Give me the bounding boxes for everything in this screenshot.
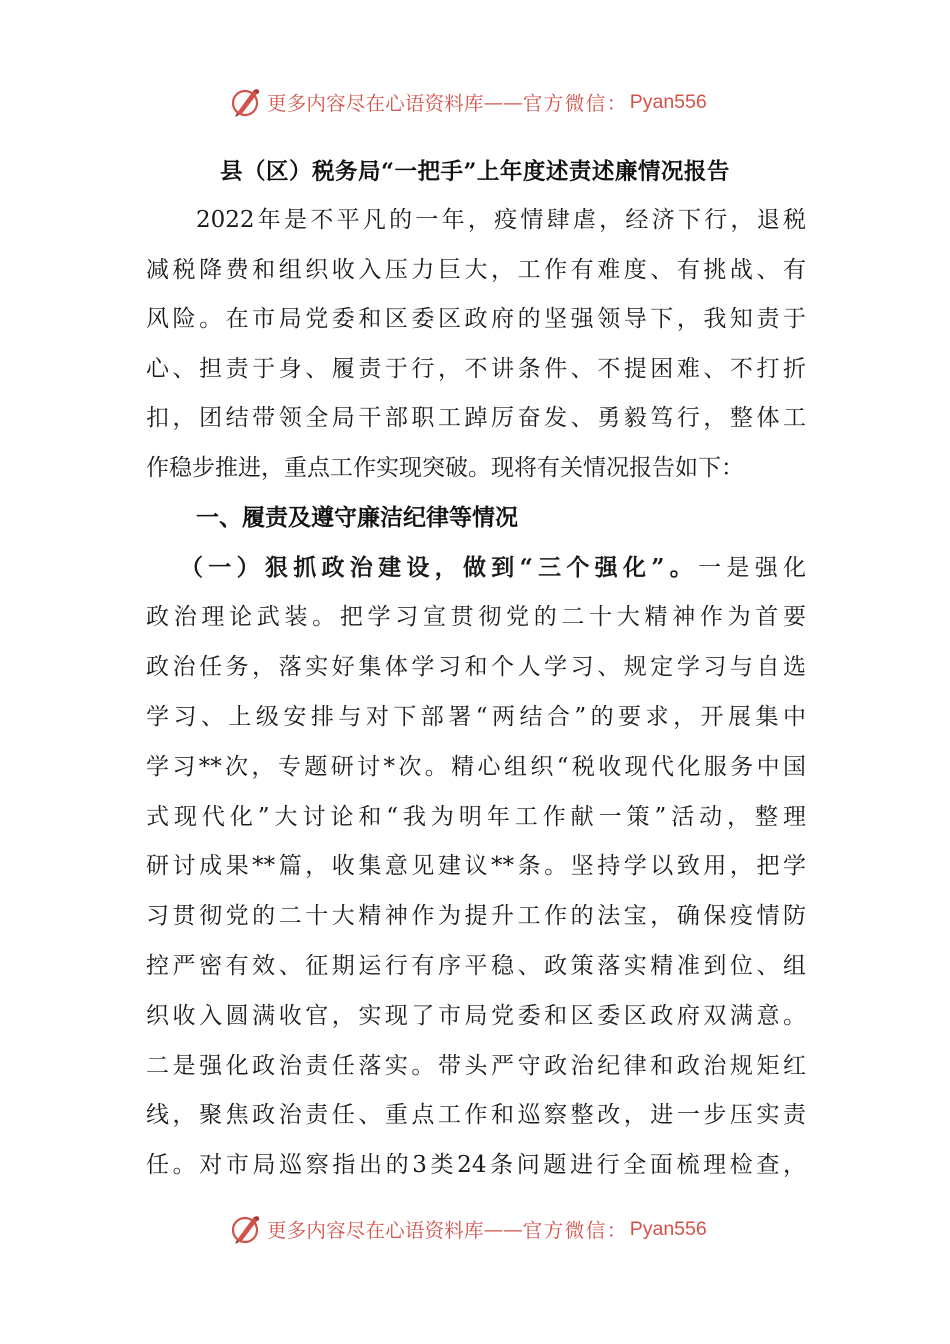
body-line: 政治任务，落实好集体学习和个人学习、规定学习与自选 (146, 654, 806, 680)
banner-wechat-id: Pyan556 (629, 90, 707, 113)
body-line: 织收入圆满收官，实现了市局党委和区委区政府双满意。 (146, 1003, 806, 1029)
subsection-heading: （一）狠抓政治建设，做到“三个强化”。 (180, 554, 699, 581)
document-title: 县（区）税务局“一把手”上年度述责述廉情况报告 (220, 159, 730, 185)
body-line: 线，聚焦政治责任、重点工作和巡察整改，进一步压实责 (146, 1102, 806, 1128)
body-line: 习贯彻党的二十大精神作为提升工作的法宝，确保疫情防 (146, 903, 806, 929)
banner-text: 更多内容尽在心语资料库 (267, 1219, 484, 1242)
banner-wechat-id: Pyan556 (629, 1217, 707, 1240)
intro-line: 减税降费和组织收入压力巨大，工作有难度、有挑战、有 (146, 257, 806, 283)
intro-line: 扣，团结带领全局干部职工踔厉奋发、勇毅笃行，整体工 (146, 405, 806, 431)
intro-line: 作稳步推进，重点工作实现突破。现将有关情况报告如下： (146, 455, 744, 481)
body-line: 学习、上级安排与对下部署“两结合”的要求，开展集中 (146, 704, 806, 730)
banner-separator: —— (483, 90, 523, 114)
header-banner[interactable] (229, 84, 707, 120)
intro-line: 心、担责于身、履责于行，不讲条件、不提困难、不打折 (146, 356, 806, 382)
intro-line: 2022年是不平凡的一年，疫情肆虐，经济下行，退税 (196, 207, 806, 233)
body-line: 政治理论武装。把学习宣贯彻党的二十大精神作为首要 (146, 604, 806, 630)
subsection-first-line (180, 551, 806, 585)
subsection-first-tail: 一是强化 (698, 555, 806, 581)
banner-separator: —— (483, 1217, 523, 1241)
quill-pen-circle-icon (229, 85, 263, 119)
section-heading: 一、履责及遵守廉洁纪律等情况 (196, 504, 518, 531)
footer-banner[interactable] (229, 1211, 707, 1247)
body-line: 二是强化政治责任落实。带头严守政治纪律和政治规矩红 (146, 1053, 806, 1079)
body-line: 任。对市局巡察指出的3类24条问题进行全面梳理检查， (146, 1152, 806, 1178)
body-line: 学习**次，专题研讨*次。精心组织“税收现代化服务中国 (146, 754, 806, 780)
banner-label: 官方微信： (522, 92, 628, 115)
intro-line: 风险。在市局党委和区委区政府的坚强领导下，我知责于 (146, 306, 806, 332)
quill-pen-circle-icon (229, 1212, 263, 1246)
body-line: 控严密有效、征期运行有序平稳、政策落实精准到位、组 (146, 953, 806, 979)
body-line: 研讨成果**篇，收集意见建议**条。坚持学以致用，把学 (146, 853, 806, 879)
banner-text: 更多内容尽在心语资料库 (267, 92, 484, 115)
body-line: 式现代化”大讨论和“我为明年工作献一策”活动，整理 (146, 804, 806, 830)
banner-label: 官方微信： (522, 1219, 628, 1242)
